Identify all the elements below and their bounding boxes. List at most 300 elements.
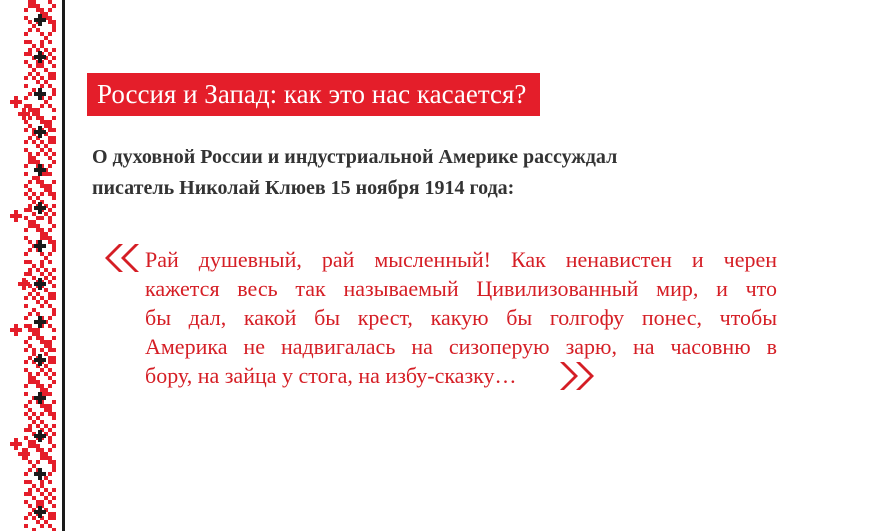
ornament-stitch <box>24 60 28 64</box>
ornament-stitch <box>38 354 42 358</box>
ornament-stitch <box>26 452 30 456</box>
ornament-stitch <box>40 420 44 424</box>
ornament-stitch <box>48 392 52 396</box>
ornament-stitch <box>44 48 48 52</box>
ornament-stitch <box>22 286 26 290</box>
ornament-stitch <box>28 512 32 516</box>
ornament-stitch <box>28 40 32 44</box>
ornament-stitch <box>44 340 48 344</box>
ornament-stitch <box>44 80 48 84</box>
ornament-stitch <box>40 252 44 256</box>
ornament-stitch <box>40 184 44 188</box>
ornament-stitch <box>28 504 32 508</box>
ornament-stitch <box>28 240 32 244</box>
ornament-stitch <box>38 88 42 92</box>
ornament-stitch <box>52 336 56 340</box>
ornament-stitch <box>24 392 28 396</box>
ornament-stitch <box>48 40 52 44</box>
ornament-stitch <box>48 220 52 224</box>
ornament-stitch <box>28 272 32 276</box>
ornament-stitch <box>28 408 32 412</box>
ornament-stitch <box>48 188 52 192</box>
ornament-stitch <box>28 196 32 200</box>
ornament-stitch <box>48 324 52 328</box>
ornament-stitch <box>36 332 40 336</box>
intro-line: О духовной России и индустриальной Америке рассуждал <box>92 146 618 168</box>
ornament-stitch <box>40 44 44 48</box>
ornament-stitch <box>48 472 52 476</box>
ornament-stitch <box>36 72 40 76</box>
ornament-stitch <box>38 400 42 404</box>
ornament-stitch <box>24 384 28 388</box>
ornament-stitch <box>40 368 44 372</box>
ornament-stitch <box>18 452 22 456</box>
ornament-stitch <box>28 492 32 496</box>
ornament-stitch <box>24 296 28 300</box>
ornament-stitch <box>48 492 52 496</box>
ornament-stitch <box>14 218 18 222</box>
ornament-stitch <box>36 152 40 156</box>
ornament-stitch <box>28 4 32 8</box>
ornament-stitch <box>26 282 30 286</box>
ornament-stitch <box>48 340 52 344</box>
ornament-stitch <box>38 59 42 63</box>
ornament-stitch <box>36 520 40 524</box>
ornament-stitch <box>52 360 56 364</box>
quote-line: бы дал, какой бы крест, какую бы голгофу понес, чтобы <box>145 305 777 330</box>
ornament-stitch <box>38 358 42 362</box>
ornament-stitch <box>44 68 48 72</box>
ornament-stitch <box>36 448 40 452</box>
ornament-stitch <box>44 452 48 456</box>
ornament-stitch <box>44 408 48 412</box>
ornament-stitch <box>42 244 46 248</box>
ornament-stitch <box>40 148 44 152</box>
ornament-stitch <box>52 48 56 52</box>
ornament-stitch <box>48 216 52 220</box>
ornament-stitch <box>26 112 30 116</box>
ornament-stitch <box>24 96 28 100</box>
ornament-stitch <box>38 468 42 472</box>
ornament-stitch <box>18 100 22 104</box>
ornament-stitch <box>52 424 56 428</box>
ornament-stitch <box>52 92 56 96</box>
ornament-stitch <box>28 220 32 224</box>
ornament-stitch <box>24 480 28 484</box>
ornament-stitch <box>32 348 36 352</box>
ornament-stitch <box>36 108 40 112</box>
ornament-stitch <box>28 156 32 160</box>
ornament-stitch <box>52 400 56 404</box>
ornament-stitch <box>40 404 44 408</box>
ornament-stitch <box>48 512 52 516</box>
ornament-stitch <box>52 24 56 28</box>
ornament-stitch <box>28 440 32 444</box>
ornament-stitch <box>40 180 44 184</box>
ornament-stitch <box>28 124 32 128</box>
ornament-stitch <box>36 500 40 504</box>
ornament-stitch <box>28 92 32 96</box>
ornament-stitch <box>40 236 44 240</box>
ornament-stitch <box>10 442 14 446</box>
ornament-stitch <box>28 372 32 376</box>
ornament-stitch <box>32 420 36 424</box>
ornament-stitch <box>48 84 52 88</box>
ornament-stitch <box>28 204 32 208</box>
ornament-stitch <box>38 134 42 138</box>
ornament-stitch <box>38 22 42 26</box>
ornament-stitch <box>24 32 28 36</box>
ornament-stitch <box>52 412 56 416</box>
ornament-stitch <box>42 130 46 134</box>
ornament-stitch <box>52 196 56 200</box>
ornament-stitch <box>52 292 56 296</box>
ornament-stitch <box>14 324 18 328</box>
ornament-stitch <box>48 136 52 140</box>
ornament-stitch <box>32 440 36 444</box>
ornament-stitch <box>24 272 28 276</box>
ornament-stitch <box>38 514 42 518</box>
ornament-stitch <box>24 8 28 12</box>
ornament-stitch <box>52 468 56 472</box>
ornament-stitch <box>38 278 42 282</box>
ornament-stitch <box>28 152 32 156</box>
ornament-stitch <box>14 332 18 336</box>
ornament-stitch <box>48 296 52 300</box>
ornament-stitch <box>28 356 32 360</box>
ornament-stitch <box>36 216 40 220</box>
ornament-stitch <box>22 112 26 116</box>
ornament-stitch <box>36 380 40 384</box>
ornament-stitch <box>52 416 56 420</box>
ornament-stitch <box>24 360 28 364</box>
ornament-stitch <box>36 4 40 8</box>
ornament-stitch <box>32 112 36 116</box>
title-banner <box>87 73 540 116</box>
ornament-stitch <box>52 180 56 184</box>
ornament-stitch <box>48 440 52 444</box>
ornament-stitch <box>52 460 56 464</box>
ornament-stitch <box>28 416 32 420</box>
ornament-stitch <box>24 260 28 264</box>
ornament-stitch <box>48 516 52 520</box>
ornament-stitch <box>44 392 48 396</box>
ornament-stitch <box>18 214 22 218</box>
ornament-stitch <box>40 104 44 108</box>
ornament-stitch <box>38 14 42 18</box>
ornament-stitch <box>36 64 40 68</box>
ornament-stitch <box>38 130 42 134</box>
ornament-stitch <box>14 100 18 104</box>
ornament-stitch <box>52 356 56 360</box>
ornament-stitch <box>22 448 26 452</box>
ornament-stitch <box>28 312 32 316</box>
ornament-stitch <box>48 524 52 528</box>
ornament-stitch <box>52 224 56 228</box>
ornament-stitch <box>22 108 26 112</box>
ornament-stitch <box>52 56 56 60</box>
ornament-stitch <box>24 428 28 432</box>
ornament-stitch <box>44 300 48 304</box>
ornament-stitch <box>40 524 44 528</box>
ornament-stitch <box>28 444 32 448</box>
open-quote-icon <box>103 240 143 276</box>
ornament-stitch <box>40 120 44 124</box>
ornament-stitch <box>40 64 44 68</box>
ornament-stitch <box>40 76 44 80</box>
ornament-stitch <box>38 168 42 172</box>
ornament-stitch <box>44 100 48 104</box>
ornament-stitch <box>44 152 48 156</box>
ornament-stitch <box>36 176 40 180</box>
ornament-stitch <box>52 268 56 272</box>
ornament-stitch <box>52 108 56 112</box>
ornament-stitch <box>40 304 44 308</box>
ornament-stitch <box>32 0 36 4</box>
ornament-stitch <box>28 248 32 252</box>
ornament-stitch <box>48 456 52 460</box>
ornament-stitch <box>38 438 42 442</box>
ornament-stitch <box>34 472 38 476</box>
ornament-stitch <box>52 28 56 32</box>
ornament-stitch <box>52 284 56 288</box>
ornament-stitch <box>38 202 42 206</box>
ornament-stitch <box>52 140 56 144</box>
ornament-stitch <box>38 92 42 96</box>
ornament-stitch <box>48 280 52 284</box>
ornament-stitch <box>32 212 36 216</box>
ornament-stitch <box>28 324 32 328</box>
ornament-stitch <box>36 28 40 32</box>
ornament-stitch <box>24 76 28 80</box>
ornament-stitch <box>36 8 40 12</box>
ornament-stitch <box>48 304 52 308</box>
ornament-stitch <box>22 282 26 286</box>
quote-line: Америка не надвигалась на сизоперую зарю, на часовню в <box>145 334 777 359</box>
ornament-stitch <box>48 480 52 484</box>
ornament-stitch <box>48 240 52 244</box>
ornament-stitch <box>40 40 44 44</box>
ornament-stitch <box>48 360 52 364</box>
ornament-stitch <box>18 328 22 332</box>
ornament-stitch <box>36 312 40 316</box>
ornament-stitch <box>52 64 56 68</box>
ornament-stitch <box>52 308 56 312</box>
ornament-stitch <box>48 384 52 388</box>
ornament-stitch <box>52 328 56 332</box>
ornament-stitch <box>38 240 42 244</box>
ornament-stitch <box>32 308 36 312</box>
ornament-stitch <box>38 210 42 214</box>
ornament-stitch <box>48 72 52 76</box>
ornament-stitch <box>36 384 40 388</box>
ornament-stitch <box>48 124 52 128</box>
ornament-stitch <box>48 140 52 144</box>
ornament-stitch <box>48 184 52 188</box>
ornament-stitch <box>48 172 52 176</box>
ornament-stitch <box>18 442 22 446</box>
ornament-stitch <box>10 100 14 104</box>
ornament-stitch <box>36 336 40 340</box>
ornament-stitch <box>52 192 56 196</box>
ornament-stitch <box>36 228 40 232</box>
ornament-stitch <box>28 380 32 384</box>
ornament-stitch <box>38 510 42 514</box>
ornament-stitch <box>40 216 44 220</box>
ornament-stitch <box>34 206 38 210</box>
ornament-stitch <box>44 12 48 16</box>
ornament-stitch <box>44 352 48 356</box>
ornament-stitch <box>40 480 44 484</box>
ornament-stitch <box>52 128 56 132</box>
ornament-stitch <box>52 380 56 384</box>
ornament-stitch <box>52 248 56 252</box>
ornament-stitch <box>28 344 32 348</box>
ornament-stitch <box>32 264 36 268</box>
ornament-stitch <box>44 344 48 348</box>
ornament-stitch <box>52 296 56 300</box>
ornament-stitch <box>28 376 32 380</box>
ornament-stitch <box>32 224 36 228</box>
ornament-stitch <box>40 8 44 12</box>
ornament-stitch <box>48 500 52 504</box>
ornament-stitch <box>42 18 46 22</box>
ornament-stitch <box>24 192 28 196</box>
ornament-stitch <box>32 376 36 380</box>
ornament-stitch <box>42 472 46 476</box>
ornament-stitch <box>48 356 52 360</box>
ornament-stitch <box>28 328 32 332</box>
ornament-stitch <box>28 188 32 192</box>
ornament-stitch <box>36 112 40 116</box>
ornament-stitch <box>44 184 48 188</box>
ornament-stitch <box>42 206 46 210</box>
ornament-stitch <box>52 432 56 436</box>
ornament-stitch <box>24 412 28 416</box>
ornament-stitch <box>44 268 48 272</box>
ornament-stitch <box>52 160 56 164</box>
ornament-stitch <box>32 484 36 488</box>
ornament-stitch <box>10 328 14 332</box>
ornament-stitch <box>38 248 42 252</box>
ornament-stitch <box>48 60 52 64</box>
ornament-stitch <box>38 396 42 400</box>
ornament-stitch <box>28 460 32 464</box>
ornament-stitch <box>32 88 36 92</box>
ornament-stitch <box>52 116 56 120</box>
ornament-stitch <box>48 52 52 56</box>
ornament-stitch <box>28 424 32 428</box>
ornament-stitch <box>44 364 48 368</box>
ornament-stitch <box>32 276 36 280</box>
ornament-stitch <box>32 444 36 448</box>
ornament-stitch <box>48 252 52 256</box>
ornament-stitch <box>36 116 40 120</box>
ornament-stitch <box>48 316 52 320</box>
ornament-stitch <box>36 196 40 200</box>
ornament-stitch <box>48 404 52 408</box>
ornament-stitch <box>24 340 28 344</box>
ornament-stitch <box>24 184 28 188</box>
page-title: Россия и Запад: как это нас касается? <box>97 79 527 109</box>
quote-block <box>145 245 777 390</box>
ornament-stitch <box>28 136 32 140</box>
ornament-stitch <box>28 480 32 484</box>
ornament-stitch <box>44 424 48 428</box>
ornament-stitch <box>40 32 44 36</box>
ornament-stitch <box>52 312 56 316</box>
ornament-stitch <box>48 236 52 240</box>
ornament-stitch <box>32 464 36 468</box>
ornament-stitch <box>36 160 40 164</box>
ornament-stitch <box>44 476 48 480</box>
ornament-stitch <box>52 488 56 492</box>
ornament-stitch <box>38 320 42 324</box>
ornament-stitch <box>28 20 32 24</box>
ornament-stitch <box>32 44 36 48</box>
ornament-stitch <box>10 214 14 218</box>
ornament-stitch <box>32 176 36 180</box>
ornament-stitch <box>28 336 32 340</box>
ornament-stitch <box>44 36 48 40</box>
ornament-stitch <box>24 436 28 440</box>
ornament-stitch <box>18 282 22 286</box>
ornament-stitch <box>52 240 56 244</box>
ornament-stitch <box>40 484 44 488</box>
ornament-stitch <box>44 276 48 280</box>
ornament-stitch <box>22 278 26 282</box>
ornament-stitch <box>32 352 36 356</box>
ornament-stitch <box>24 16 28 20</box>
ornament-stitch <box>40 272 44 276</box>
quote-line: кажется весь так называемый Цивилизованный мир, и что <box>145 276 777 301</box>
ornament-stitch <box>44 372 48 376</box>
border-rule <box>62 0 65 531</box>
ornament-stitch <box>38 126 42 130</box>
ornament-stitch <box>52 4 56 8</box>
ornament-stitch <box>32 140 36 144</box>
ornament-stitch <box>40 140 44 144</box>
ornament-stitch <box>42 434 46 438</box>
ornament-stitch <box>32 200 36 204</box>
ornament-stitch <box>24 164 28 168</box>
ornament-stitch <box>48 412 52 416</box>
ornament-stitch <box>36 444 40 448</box>
ornament-stitch <box>40 388 44 392</box>
ornament-stitch <box>28 116 32 120</box>
ornament-stitch <box>28 488 32 492</box>
ornament-stitch <box>24 252 28 256</box>
ornament-stitch <box>40 492 44 496</box>
ornament-stitch <box>52 348 56 352</box>
ornament-stitch <box>28 108 32 112</box>
ornament-stitch <box>40 384 44 388</box>
ornament-stitch <box>24 208 28 212</box>
ornament-stitch <box>48 8 52 12</box>
ornament-stitch <box>42 396 46 400</box>
ornament-stitch <box>48 436 52 440</box>
ornament-stitch <box>36 424 40 428</box>
ornament-stitch <box>24 148 28 152</box>
ornament-stitch <box>44 172 48 176</box>
ornament-stitch <box>14 442 18 446</box>
ornament-stitch <box>32 156 36 160</box>
ornament-stitch <box>36 224 40 228</box>
ornament-stitch <box>24 40 28 44</box>
ornament-stitch <box>48 76 52 80</box>
ornament-stitch <box>52 444 56 448</box>
ornament-stitch <box>52 152 56 156</box>
